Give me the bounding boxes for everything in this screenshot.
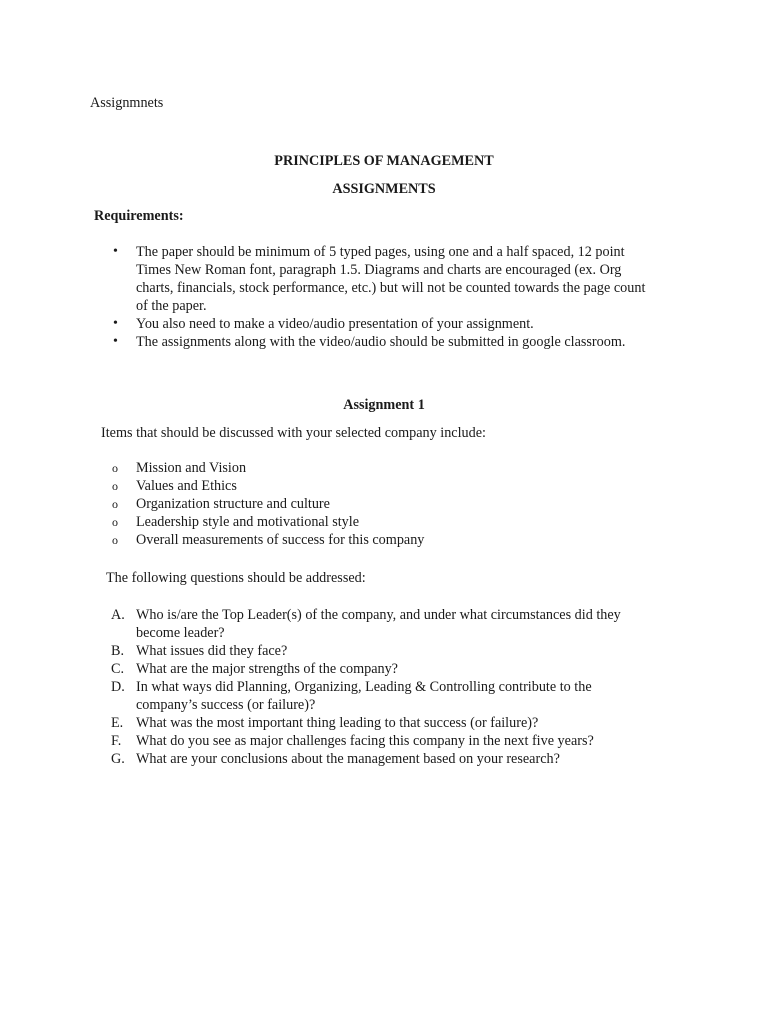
discussion-item-text: Mission and Vision [136,460,247,476]
discussion-item-text: Values and Ethics [136,478,237,494]
question-line: become leader? [136,625,225,641]
question-marker: E. [111,715,124,731]
circle-bullet-icon: o [112,533,118,547]
assignment-heading: Assignment 1 [343,397,425,413]
question-line: What issues did they face? [136,643,288,659]
requirements-heading: Requirements: [94,208,184,224]
discussion-item-text: Organization structure and culture [136,496,330,512]
circle-bullet-icon: o [112,515,118,529]
bullet-icon: • [113,334,118,349]
document-subtitle: ASSIGNMENTS [332,181,436,197]
question-item [111,642,621,660]
question-item [111,606,621,642]
requirement-line: of the paper. [136,298,207,314]
questions-list [111,606,621,768]
question-item [111,660,621,678]
question-marker: F. [111,733,122,749]
question-line: What are the major strengths of the company? [136,661,398,677]
discussion-item [112,459,424,477]
question-marker: B. [111,643,125,659]
question-line: What was the most important thing leading to that success (or failure)? [136,715,539,731]
bullet-icon: • [113,244,118,259]
requirements-list [113,243,646,351]
circle-bullet-icon: o [112,479,118,493]
question-marker: D. [111,679,125,695]
bullet-icon: • [113,316,118,331]
requirement-line: charts, financials, stock performance, etc.) but will not be counted towards the page count [136,280,646,296]
question-line: Who is/are the Top Leader(s) of the company, and under what circumstances did they [136,607,621,623]
discussion-item [112,531,425,549]
question-marker: C. [111,661,125,677]
questions-intro: The following questions should be addressed: [106,570,366,586]
question-item [111,750,621,768]
discussion-items-list [112,459,425,549]
requirement-line: Times New Roman font, paragraph 1.5. Diagrams and charts are encouraged (ex. Org [136,262,622,278]
question-line: In what ways did Planning, Organizing, Leading & Controlling contribute to the [136,679,592,695]
circle-bullet-icon: o [112,461,118,475]
question-marker: A. [111,607,125,623]
discussion-item-text: Leadership style and motivational style [136,514,360,530]
question-line: What do you see as major challenges facing this company in the next five years? [136,733,594,749]
circle-bullet-icon: o [112,497,118,511]
items-intro: Items that should be discussed with your selected company include: [101,425,486,441]
discussion-item [112,495,424,513]
question-item [111,732,621,750]
question-item [111,678,621,714]
requirement-item [113,333,645,351]
question-line: company’s success (or failure)? [136,697,316,713]
requirement-line: The paper should be minimum of 5 typed pages, using one and a half spaced, 12 point [136,244,625,260]
requirement-line: You also need to make a video/audio presentation of your assignment. [136,316,534,332]
header-label: Assignmnets [90,95,164,111]
requirement-item [113,243,646,315]
question-marker: G. [111,751,125,767]
question-item [111,714,621,732]
requirement-line: The assignments along with the video/audio should be submitted in google classroom. [136,334,626,350]
discussion-item-text: Overall measurements of success for this company [136,532,425,548]
question-line: What are your conclusions about the management based on your research? [136,751,560,767]
discussion-item [112,477,424,495]
requirement-item [113,315,645,333]
document-title: PRINCIPLES OF MANAGEMENT [274,153,494,169]
discussion-item [112,513,424,531]
